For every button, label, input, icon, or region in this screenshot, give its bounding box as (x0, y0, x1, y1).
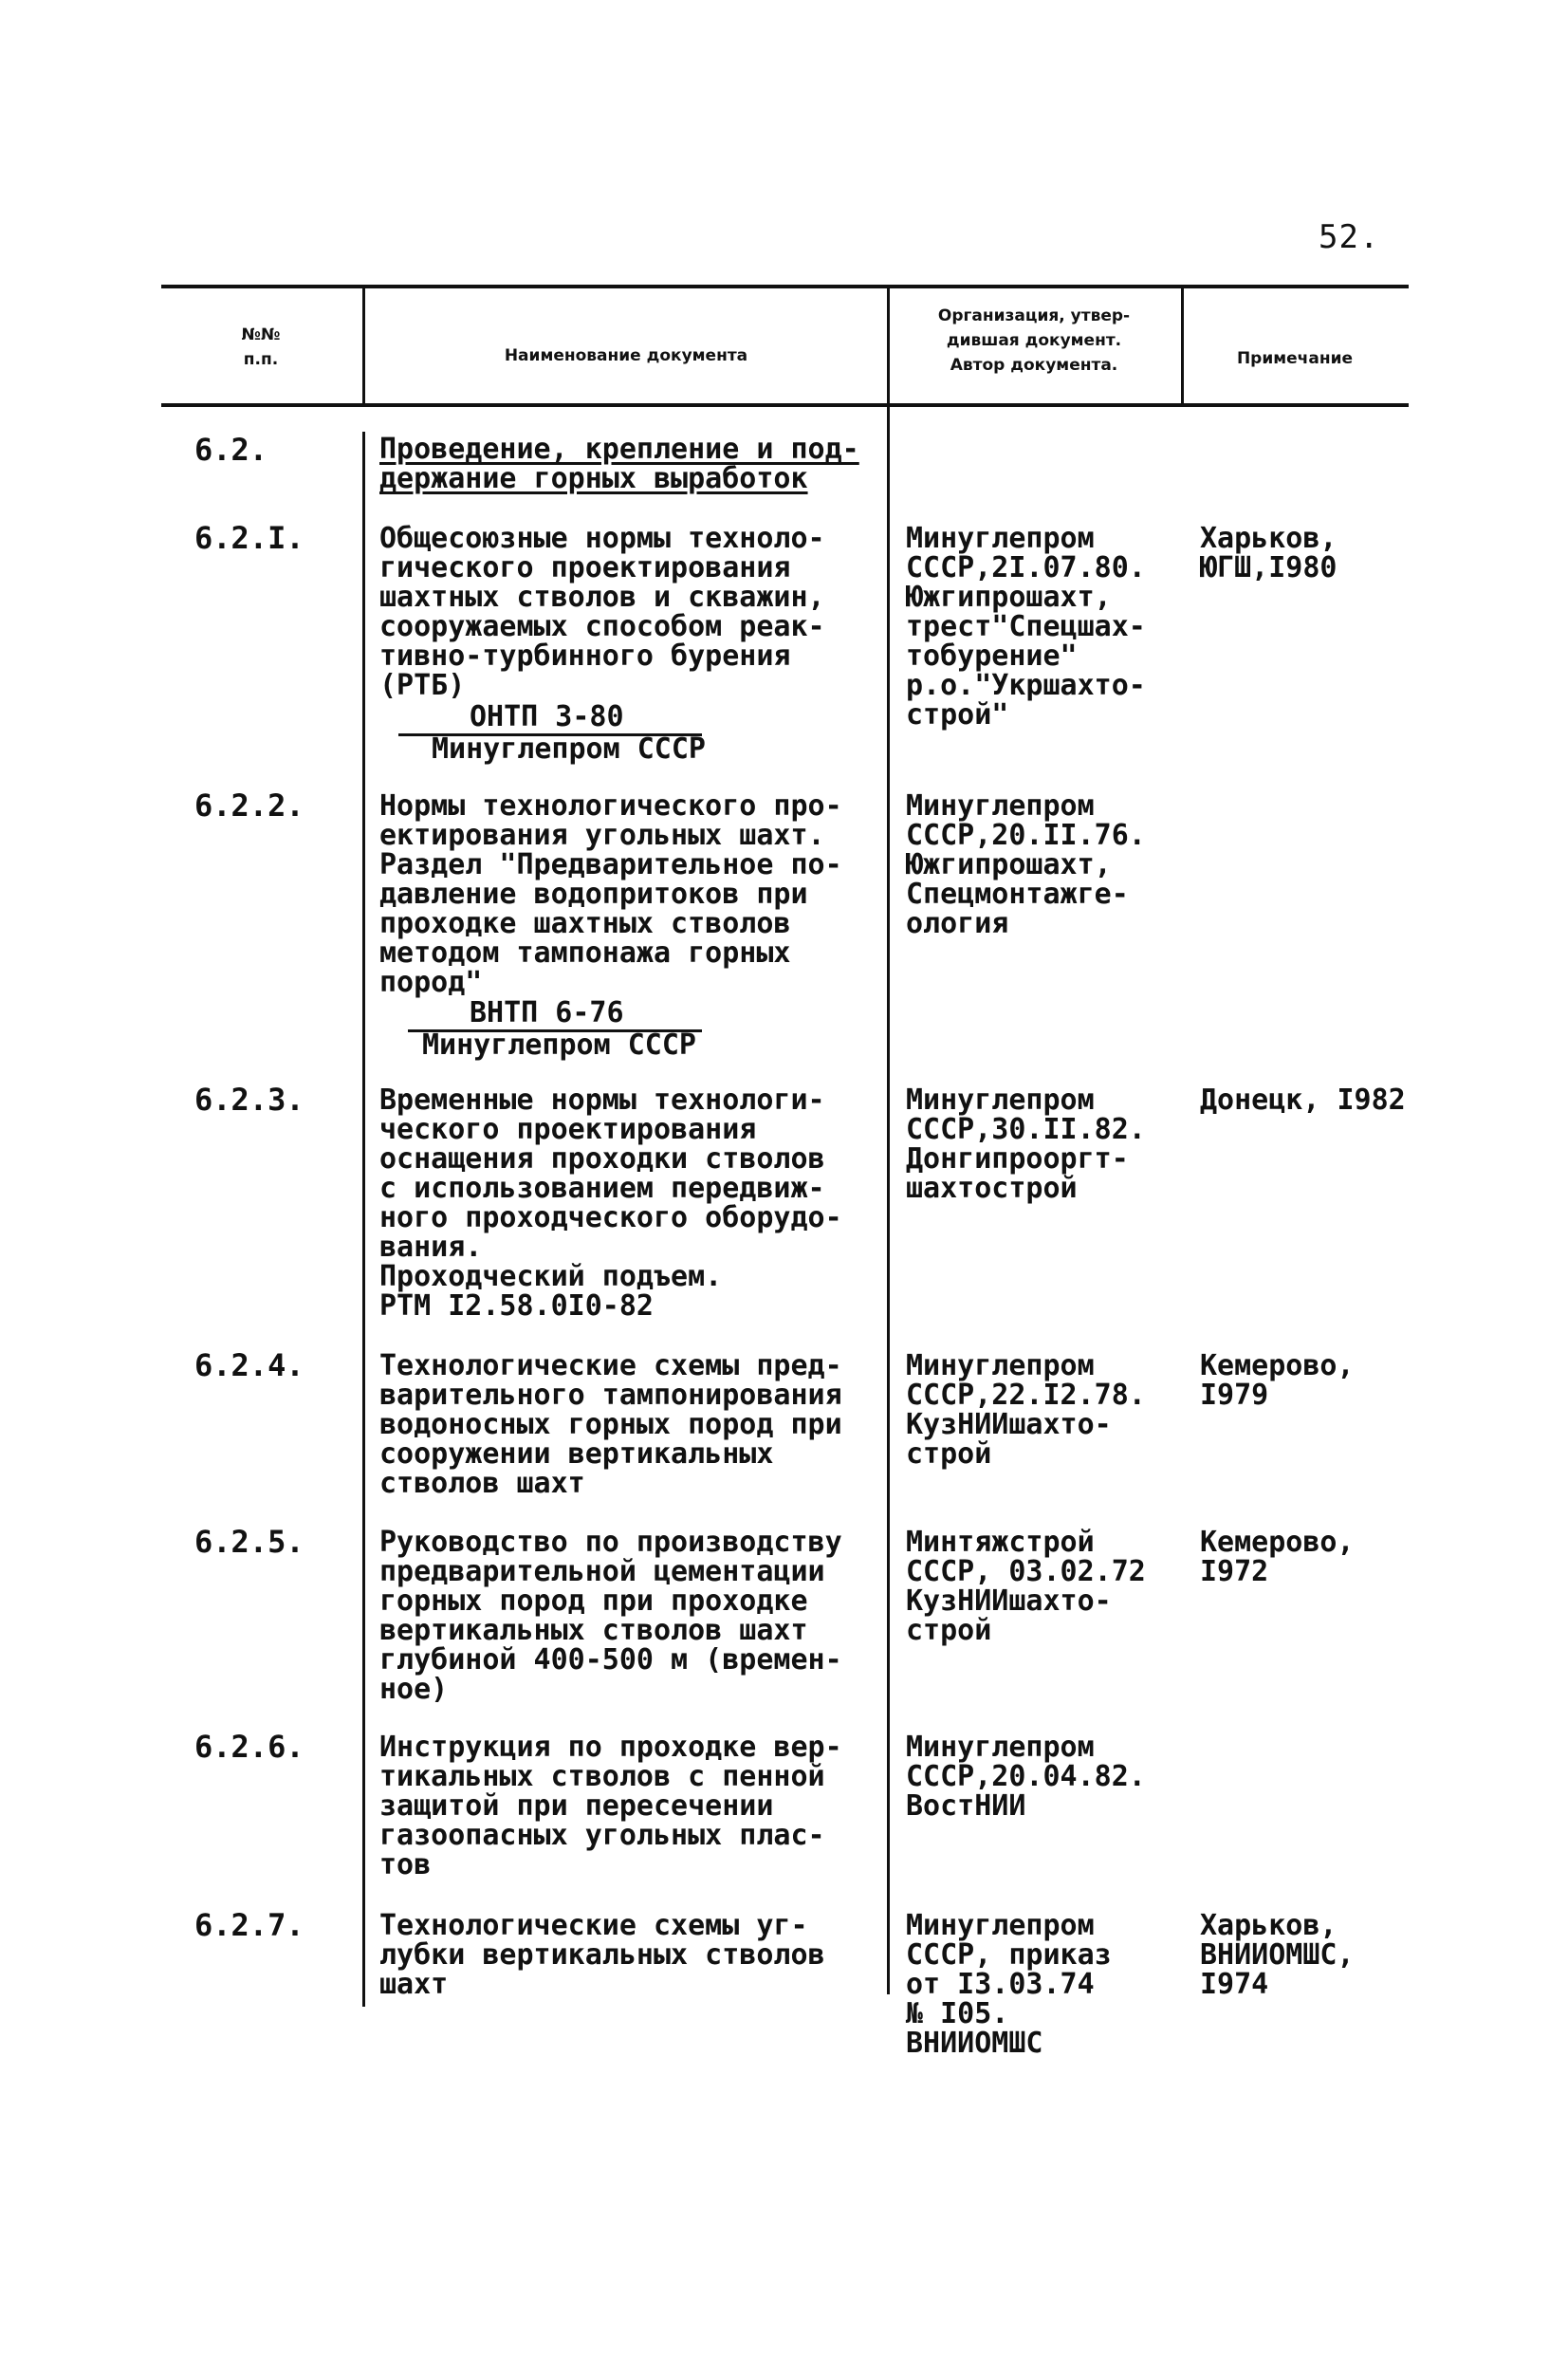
section-title-line2: держание горных выработок (379, 462, 808, 495)
row-number: 6.2.7. (194, 1907, 304, 1943)
row-document-code-org: Минуглепром СССР (432, 732, 706, 766)
row-note: Кемерово, I972 (1200, 1526, 1355, 1588)
row-organization: Минуглепром СССР,20.II.76. Южгипрошахт, Спецмонтажге- ология (906, 789, 1146, 940)
row-number: 6.2.3. (194, 1082, 304, 1118)
row-note: Харьков, ВНИИОМШС, I974 (1200, 1909, 1355, 2001)
row-document: Общесоюзные нормы техноло- гического проектирования шахтных стволов и скважин, сооружаемых способом реак- тивно-турбинного бурения (РТБ) (379, 522, 825, 702)
row-number: 6.2.2. (194, 787, 304, 824)
row-organization: Минтяжстрой СССР, 03.02.72 КузНИИшахто- строй (906, 1526, 1146, 1647)
row-number: 6.2.5. (194, 1524, 304, 1560)
row-document: Нормы технологического про- ектирования угольных шахт. Раздел "Предварительное по- давление водопритоков при проходке шахтных стволов методом тампонажа горных пород" (379, 789, 842, 999)
row-organization: Минуглепром СССР,2I.07.80. Южгипрошахт, трест"Спецшах- тобурение" р.о."Укршахто- строй" (906, 522, 1146, 732)
column-divider-3 (1181, 287, 1184, 405)
column-divider-1 (362, 287, 365, 405)
row-number: 6.2.6. (194, 1729, 304, 1765)
row-document-code: ОНТП 3-80 (470, 700, 624, 733)
row-organization: Минуглепром СССР,22.I2.78. КузНИИшахто- строй (906, 1349, 1146, 1471)
header-col-num: №№ п.п. (241, 325, 281, 369)
row-note: Харьков, ЮГШ,I980 (1200, 522, 1337, 584)
row-document: Инструкция по проходке вер- тикальных стволов с пенной защитой при пересечении газоопасных угольных плас- тов (379, 1731, 842, 1881)
column-divider-2 (887, 287, 890, 1994)
row-organization: Минуглепром СССР,30.II.82. Донгипрооргт- шахтострой (906, 1084, 1146, 1205)
row-document: Технологические схемы уг- лубки вертикальных стволов шахт (379, 1909, 825, 2001)
row-organization: Минуглепром СССР,20.04.82. ВостНИИ (906, 1731, 1146, 1823)
row-document-code: ВНТП 6-76 (470, 996, 624, 1029)
header-col-note: Примечание (1236, 349, 1354, 368)
column-divider-1-body (362, 432, 365, 2007)
section-number: 6.2. (194, 432, 268, 468)
section-title (379, 435, 859, 493)
header-col-org: Организация, утвер- дившая документ. Автор документа. (937, 306, 1131, 375)
row-document: Руководство по производству предварительной цементации горных пород при проходке вертикальных стволов шахт глубиной 400-500 м (времен- ное) (379, 1526, 842, 1706)
row-note: Донецк, I982 (1200, 1084, 1406, 1117)
table-header-bottom-rule (161, 403, 1409, 407)
table-top-rule (161, 285, 1409, 288)
page-number: 52. (1319, 218, 1380, 256)
row-note: Кемерово, I979 (1200, 1349, 1355, 1412)
row-number: 6.2.4. (194, 1347, 304, 1383)
section-title-line1: Проведение, крепление и под- (379, 433, 859, 466)
row-document: Технологические схемы пред- варительного тампонирования водоносных горных пород при сооружении вертикальных стволов шахт (379, 1349, 842, 1500)
row-organization: Минуглепром СССР, приказ от I3.03.74 № I05. ВНИИОМШС (906, 1909, 1112, 2060)
row-document: Временные нормы технологи- ческого проектирования оснащения проходки стволов с использованием передвиж- ного проходческого оборудо- вания. Проходческий подъем. РТМ I2.58.0I0-82 (379, 1084, 842, 1323)
header-col-doc: Наименование документа (504, 346, 748, 365)
row-number: 6.2.I. (194, 520, 304, 556)
row-document-code-org: Минуглепром СССР (422, 1028, 696, 1062)
